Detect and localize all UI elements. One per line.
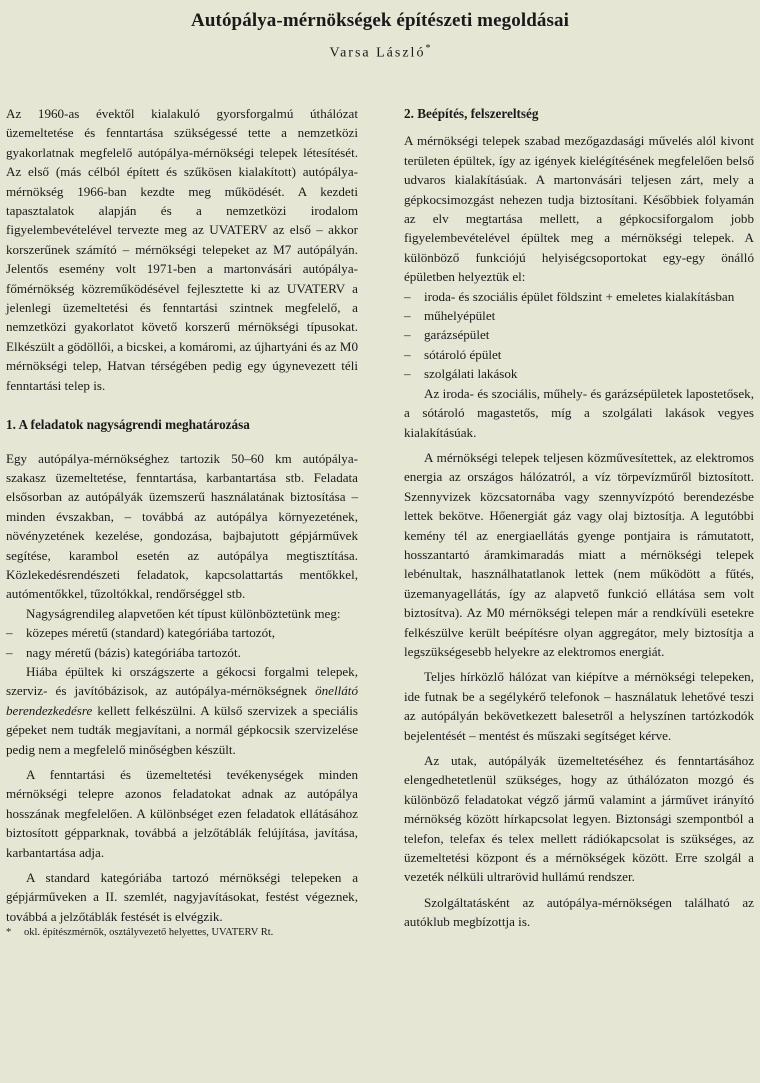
right-column [404,104,754,932]
list-item-text: műhelyépület [424,308,496,324]
list-item-text: szolgálati lakások [424,366,518,382]
dash-marker: – [404,288,411,304]
paragraph: Az utak, autópályák üzemeltetéséhez és fenntartásához elengedhetetlenül szükséges, hogy az úthálózaton mozgó és különböző feladatokat végző jármű valamint a járművet irányító mérnökség között hírkapcsolat legyen. Biztonsági szempontból a telefon, telefax és telex mellett rádiókapcsolat is szükséges, az üzemeltetési központ és a mérnökségek között. Erre szolgál a vezeték nélküli ultrarövid hullámú rendszer. [404,753,754,885]
left-column [6,104,358,940]
author-name: Varsa László [329,45,426,61]
list-item-text: sótároló épület [424,346,502,362]
dash-marker: – [6,625,13,641]
list-item [404,306,754,325]
section-heading-1: 1. A feladatok nagyságrendi meghatározása [6,417,250,433]
list-item-text: garázsépület [424,327,490,343]
paragraph: Teljes hírközlő hálózat van kiépítve a mérnökségi telepeken, ide futnak be a segélykérő telefonok – használatuk lehetővé teszi az autópályán bekövetkezett balesetről a helyszínen tartózkodók bejelentését – mentést és műszaki segítséget kérve. [404,669,754,743]
emphasis-text: önellátó berendezkedésre [6,683,358,718]
paragraph: Nagyságrendileg alapvetően két típust különböztetünk meg: [26,605,341,621]
paragraph: A fenntartási és üzemeltetési tevékenységek minden mérnökségi telepre azonos feladatokat adnak az autópálya hosszának megfelelően. A különbséget ezen feladatok ellátásához biztosított gépparknak, továbbá a jelzőtáblák felújítása, javítása, karbantartása adja. [6,767,358,860]
dash-marker: – [404,366,411,382]
footnote-mark: * [6,927,12,939]
section-heading-2: 2. Beépítés, felszereltség [404,106,539,121]
list-item [404,364,754,383]
list-item [6,643,358,662]
footnote [6,926,358,940]
author-footnote-mark: * [425,43,431,54]
intro-paragraph: Az 1960-as évektől kialakuló gyorsforgalmú úthálózat üzemeltetése és fenntartása szükségessé tette a nemzetközi gyakorlatnak megfelelő autópálya-mérnökségi telepek létesítését. Az első (más célból épített és szűkösen kialakított) autópálya-mérnökség 1966-ban kezdte meg működését. A kezdeti tapasztalatok alapján és a nemzetközi irodalom figyelembevételével tervezte meg az UVATERV az első – akkor korszerűnek számító – mérnökségi telepeket az M7 autópályán. Jelentős esemény volt 1971-ben a martonvásári autópálya-főmérnökség közreműködésével fejlesztette ki az UVATERV a jelenlegi üzemeltetési és fenntartási szintnek megfelelő, a nemzetközi gyakorlatot követő korszerű mérnökségi típusokat. Elkészült a gödöllői, a bicskei, a komáromi, az újhartyáni és az M0 mérnökségi telep, Hatvan térségében pedig egy úgynevezett téli fenntartási telep is. [6,106,358,393]
list-item-text: iroda- és szociális épület földszint + emeletes kialakításban [424,288,735,304]
dash-marker: – [404,308,411,324]
dash-marker: – [404,327,411,343]
paragraph: Egy autópálya-mérnökséghez tartozik 50–60 km autópálya-szakasz üzemeltetése, fenntartása, karbantartása stb. Feladata elsősorban az autópályák üzemszerű használatának biztosítása – minden évszakban, – továbbá az autópálya környezetének, növényzetének kezelése, gondozása, bajbajutott gépjárművek segítése, karambol esetén az autópálya megtisztítása. Közlekedésrendészeti feladatok, kapcsolattartás mentőkkel, autómentőkkel, tűzoltókkal, rendőrséggel stb. [6,450,358,602]
paragraph: A standard kategóriába tartozó mérnökségi telepeken a gépjárműveken a II. szemlét, nagyjavításokat, festést végeznek, továbbá a jelzőtáblák festését is elvégzik. [6,870,358,924]
dash-marker: – [404,346,411,362]
paragraph: Az iroda- és szociális, műhely- és garázsépületek lapostetősek, a sótároló magastetős, míg a szolgálati lakások vegyes kialakításúak. [404,385,754,440]
list-item [404,345,754,364]
text-run: kellett felkészülni. A külső szervizek a speciális gépeket nem tudták megjavítani, a normál gépkocsik szervizelése pedig nem a megfelelő minőségben készült. [6,702,358,757]
list-item [404,287,754,306]
text-run: Hiába épültek ki országszerte a gékocsi forgalmi telepek, szerviz- és javítóbázisok, az autópálya-mérnökségnek [6,663,358,699]
paragraph: A mérnökségi telepek teljesen közművesítettek, az elektromos energia az országos hálózatról, a víz törpevízműről biztosított. Szennyvizek közcsatornába vagy szennyvízpótó berendezésbe lettek bekötve. Hőenergiát gáz vagy olaj biztosítja. A legutóbbi kemény tél az energiaellátás gyenge pontjaira is rámutatott, hosszantartó áramkimaradás miatt a mérnökségi telepek lebénultak, használhatatlanok lettek (nem működött a fűtés, üzemanyagellátás, így az alapvető funkció ellátása sem volt biztosítva). Az M0 mérnökségi telepen már a rendkívüli esetekre felkészülve került beépítésre olyan aggregátor, mely biztosítja a legszükségesebb helyekre az elektromos energiát. [404,449,754,659]
paragraph: A mérnökségi telepek szabad mezőgazdasági művelés alól kivont területen épültek, így az igények kielégítésének megfelelően belső udvaros kialakításúak. A martonvásári teljesen zárt, mely a gépkocsimozgást nehezen tudja biztosítani. Későbbiek folyamán az elv megtartása mellett, a gépkocsiforgalom jobb figyelembevételével épültek meg a mérnökségi telepek. A különböző funkciójú helyiségcsoportokat egy-egy önálló épületben helyeztük el: [404,133,754,285]
paragraph [6,662,358,759]
dash-marker: – [6,644,13,660]
footnote-text: okl. építészmérnök, osztályvezető helyettes, UVATERV Rt. [24,927,274,939]
article-title: Autópálya-mérnökségek építészeti megoldásai [191,10,569,31]
list-item-text: közepes méretű (standard) kategóriába tartozót, [26,625,276,641]
paragraph: Szolgáltatásként az autópálya-mérnökségen található az autóklub megbízottja is. [404,894,754,930]
author-line [0,43,760,62]
list-item [404,325,754,344]
list-item [6,623,358,642]
list-item-text: nagy méretű (bázis) kategóriába tartozót. [26,644,241,660]
